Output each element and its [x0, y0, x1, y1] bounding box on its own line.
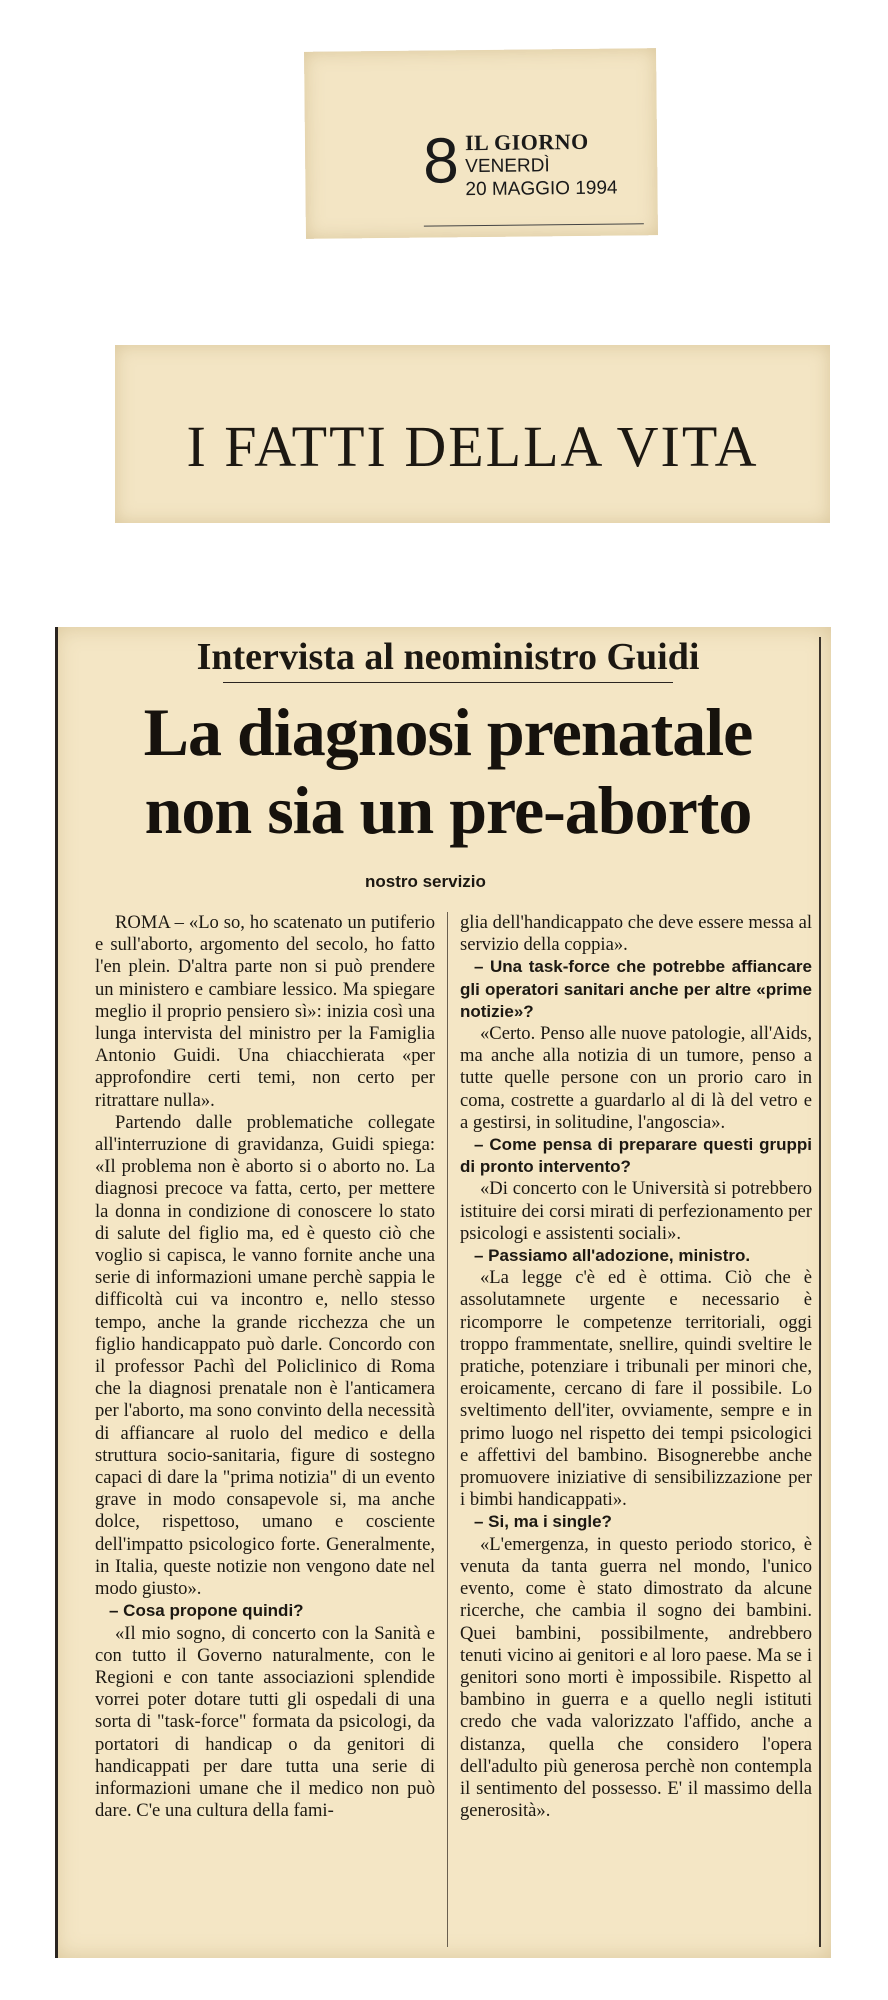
interview-question: – Una task-force che potrebbe affiancare gli operatori sanitari anche per altre «prime notizie»? — [460, 957, 812, 1021]
section-heading-clipping — [115, 345, 830, 523]
interview-question: – Passiamo all'adozione, ministro. — [474, 1246, 751, 1266]
paragraph: «Il mio sogno, di concerto con la Sanità e con tutto il Governo naturalmente, con le Regioni e con tante associazioni splendide vorrei poter dotare tutti gli ospedali di una sorta di "task-force" formata da psicologi, da portatori di handicap o da genitori di handicappati per dare tutta una serie di informazioni umane che il medico non può dare. C'e una cultura della fami- — [95, 1622, 435, 1822]
article-column-left — [95, 912, 435, 1822]
publication-day: VENERDÌ — [465, 155, 550, 178]
headline-line-2: non sia un pre-aborto — [144, 772, 752, 848]
section-title: I FATTI DELLA VITA — [186, 414, 759, 479]
publication-date: 20 MAGGIO 1994 — [465, 177, 618, 201]
column-divider — [447, 912, 448, 1947]
paragraph: «Di concerto con le Università si potrebbero istituire dei corsi mirati di perfezionamento per psicologi e assistenti sociali». — [460, 1178, 812, 1244]
paragraph: Partendo dalle problematiche collegate all'interruzione di gravidanza, Guidi spiega: «Il problema non è aborto si o aborto no. La diagnosi precoce va fatta, certo, per mettere la donna in condizione di conoscere lo stato di salute del figlio ma, ed è questo ciò che voglio si capisca, le vanno fornite anche una serie di informazioni umane perchè sappia le difficoltà cui va incontro e, nello stesso tempo, anche la grande ricchezza che un figlio handicappato può darle. Concordo con il professor Pachì del Policlinico di Roma che la diagnosi prenatale non è l'anticamera per l'aborto, ma sono convinto della necessità di affiancare al ruolo del medico e della struttura socio-sanitaria, figure di sostegno capaci di dare la "prima notizia" di un evento grave in modo consapevole si, ma anche dolce, rispettoso, umano e cosciente dell'impatto psicologico forte. Generalmente, in Italia, queste notizie non vengono date nel modo giusto». — [95, 1111, 435, 1600]
interview-question: – Come pensa di preparare questi gruppi di pronto intervento? — [460, 1135, 812, 1177]
kicker-underline — [223, 682, 673, 683]
masthead-rule — [424, 223, 644, 226]
masthead-clipping — [304, 48, 658, 239]
article-headline — [83, 693, 813, 849]
paragraph: «Certo. Penso alle nuove patologie, all'Aids, ma anche alla notizia di un tumore, penso a tutte quelle persone con un prorio caro in coma, costrette a guardarlo al di là del vetro e a gestirsi, in solitudine, l'angoscia». — [460, 1023, 812, 1133]
interview-question: – Si, ma i single? — [474, 1512, 612, 1532]
right-border-rule — [819, 637, 821, 1947]
paragraph: ROMA – «Lo so, ho scatenato un putiferio e sull'aborto, argomento del secolo, ho fatto l'en plein. D'altra parte non si può prendere un ministero e cambiare lessico. Ma spiegare meglio il proprio pensiero sì»: inizia così una lunga intervista del ministro per la Famiglia Antonio Guidi. Una chiacchierata «per approfondire certi temi, non certo per ritrattare nulla». — [95, 912, 435, 1111]
headline-line-1: La diagnosi prenatale — [143, 694, 753, 770]
paragraph: «La legge c'è ed è ottima. Ciò che è assolutamnete urgente e necessario è ricomporre le competenze territoriali, oggi troppo frammentate, snellire, quindi sveltire le pratiche, potenziare i tribunali per minori che, eroicamente, cercano di fare il possibile. Lo sveltimento dell'iter, ovviamente, sempre e in primo luogo nel rispetto dei tempi psicologici e affettivi del bambino. Bisognerebbe anche promuovere iniziative di sensibilizzazione per i bimbi handicappati». — [460, 1267, 812, 1511]
paragraph: «L'emergenza, in questo periodo storico, è venuta da tanta guerra nel mondo, l'unico evento, come è stato dimostrato da alcune ricerche, che cambia il sogno dei bambini. Quei bambini, possibilmente, andrebbero tenuti vicino ai genitori e al loro paese. Ma se i genitori sono morti è impossibile. Rispetto al bambino in guerra e a quello negli istituti credo che vada valorizzato l'affido, anche a distanza, quella che considero l'opera dell'adulto più generosa perchè non contempla il sentimento del possesso. E' il massimo della generosità». — [460, 1533, 812, 1822]
left-border-rule — [55, 627, 58, 1958]
article-byline: nostro servizio — [365, 872, 486, 891]
newspaper-name: IL GIORNO — [464, 128, 589, 156]
page-number: 8 — [422, 124, 460, 197]
article-column-right — [460, 912, 812, 1822]
interview-question: – Cosa propone quindi? — [109, 1601, 304, 1621]
article-clipping — [55, 627, 831, 1958]
paragraph: glia dell'handicappato che deve essere messa al servizio della coppia». — [460, 912, 812, 956]
article-kicker: Intervista al neoministro Guidi — [196, 636, 700, 678]
